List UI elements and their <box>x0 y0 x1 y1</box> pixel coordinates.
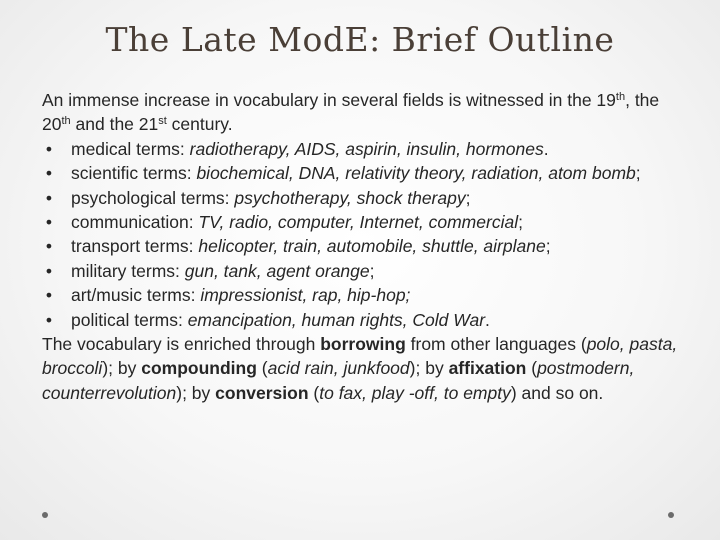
closing-text: ( <box>256 358 268 379</box>
bullet-examples: gun, tank, agent orange <box>184 260 370 281</box>
bullet-examples: psychotherapy, shock therapy <box>234 187 466 208</box>
closing-text: ); by <box>102 358 142 379</box>
example-compounding: acid rain, junkfood <box>267 358 410 379</box>
list-item <box>42 137 682 161</box>
closing-paragraph <box>42 332 682 405</box>
list-item <box>42 234 682 258</box>
intro-text-4: century. <box>166 114 233 135</box>
list-item <box>42 210 682 234</box>
example-borrowing: polo, pasta, broccoli <box>42 334 678 379</box>
intro-paragraph <box>42 88 682 137</box>
closing-text: ( <box>308 382 320 403</box>
bullet-end: ; <box>545 236 551 257</box>
corner-dot-icon <box>668 512 674 518</box>
intro-sup-2: th <box>61 115 71 128</box>
bullet-examples: helicopter, train, automobile, shuttle, airplane <box>198 236 546 257</box>
term-affixation: affixation <box>448 358 527 379</box>
closing-text: ); by <box>409 358 449 379</box>
bullet-dot-icon: • <box>45 260 53 281</box>
bullet-dot-icon: • <box>45 285 53 306</box>
list-item <box>42 161 682 185</box>
bullet-dot-icon: • <box>45 187 53 208</box>
bullet-label: medical terms: <box>71 138 190 159</box>
bullet-end: . <box>485 309 490 330</box>
bullet-dot-icon: • <box>45 309 53 330</box>
bullet-label: psychological terms: <box>71 187 235 208</box>
term-compounding: compounding <box>141 358 257 379</box>
example-affixation: postmodern, counterrevolution <box>42 358 635 403</box>
closing-text: ( <box>526 358 538 379</box>
corner-dot-icon <box>42 512 48 518</box>
intro-text-3: and the 21 <box>70 114 159 135</box>
bullet-dot-icon: • <box>45 236 53 257</box>
bullet-end: . <box>543 138 549 159</box>
bullet-list <box>42 137 682 332</box>
list-item <box>42 308 682 332</box>
bullet-examples: radiotherapy, AIDS, aspirin, insulin, hormones <box>189 138 544 159</box>
bullet-end: ; <box>369 260 375 281</box>
slide-title: The Late ModE: Brief Outline <box>105 20 615 59</box>
bullet-end: ; <box>518 212 523 233</box>
bullet-label: scientific terms: <box>71 163 197 184</box>
example-conversion: to fax, play -off, to empty <box>319 382 511 403</box>
bullet-examples: TV, radio, computer, Internet, commercial <box>198 212 519 233</box>
bullet-examples: impressionist, rap, hip-hop; <box>200 285 411 306</box>
closing-text: ); by <box>176 382 216 403</box>
term-borrowing: borrowing <box>320 334 406 355</box>
bullet-label: military terms: <box>71 260 185 281</box>
bullet-dot-icon: • <box>45 138 53 159</box>
bullet-examples: biochemical, DNA, relativity theory, radiation, atom bomb <box>196 163 636 184</box>
bullet-label: political terms: <box>71 309 188 330</box>
intro-text-1: An immense increase in vocabulary in several fields is witnessed in the 19 <box>42 90 616 110</box>
list-item <box>42 283 682 307</box>
list-item <box>42 186 682 210</box>
intro-text-2: , the 20 <box>42 90 660 135</box>
bullet-end: ; <box>635 163 641 184</box>
intro-sup-3: st <box>158 115 167 128</box>
intro-sup-1: th <box>615 91 626 103</box>
list-item <box>42 259 682 283</box>
closing-text: ) and so on. <box>510 382 604 403</box>
bullet-label: art/music terms: <box>71 285 201 306</box>
term-conversion: conversion <box>215 382 309 403</box>
bullet-dot-icon: • <box>45 163 53 184</box>
bullet-label: communication: <box>71 212 199 233</box>
bullet-dot-icon: • <box>45 212 53 233</box>
bullet-examples: emancipation, human rights, Cold War <box>187 309 486 330</box>
slide-content <box>42 88 682 405</box>
bullet-end: ; <box>465 187 471 208</box>
bullet-label: transport terms: <box>71 236 199 257</box>
closing-text: The vocabulary is enriched through <box>42 334 321 355</box>
closing-text: from other languages ( <box>405 334 587 355</box>
